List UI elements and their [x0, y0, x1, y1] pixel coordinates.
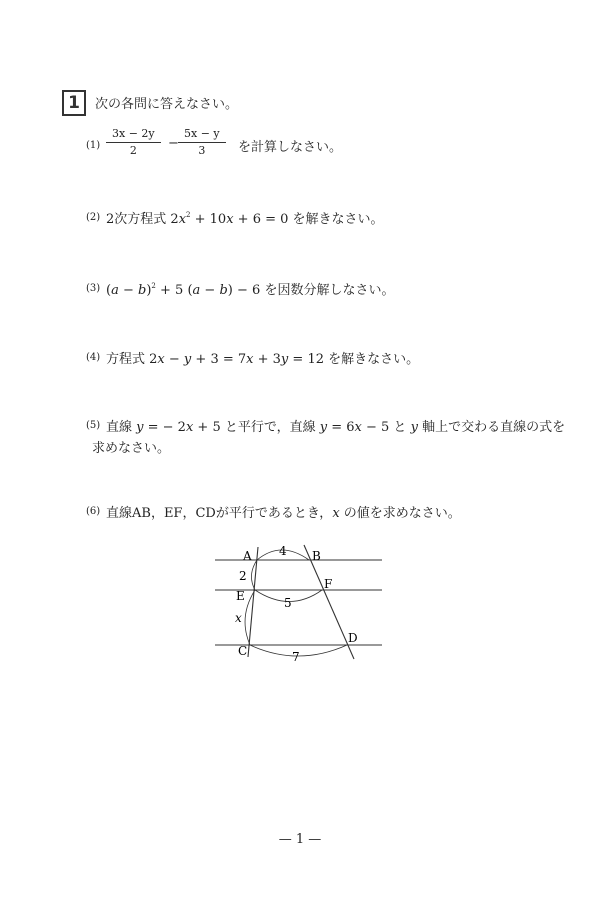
q2-text [106, 208, 384, 227]
q1-fraction-1 [106, 126, 161, 159]
q6-text [106, 502, 461, 521]
q1-frac2-denominator: 3 [198, 144, 206, 157]
page-number: — 1 — [278, 832, 322, 847]
q2-mid: + 10 [190, 212, 227, 227]
problem-instruction: 次の各問に答えなさい。 [95, 97, 239, 112]
q1-frac1-numerator: 3x − 2y [106, 126, 161, 143]
length-ef-label: 5 [284, 596, 292, 610]
q3-text: $(a - b)^2 + 5$ (a − b) − 6 を因数分解しなさい。 [106, 282, 395, 298]
length-cd-label: 7 [292, 650, 300, 664]
q1-frac2-numerator: 5x − y [178, 126, 226, 143]
q5-label: (5) [86, 420, 101, 431]
parallel-lines-diagram [200, 535, 400, 670]
length-ab-label: 4 [279, 544, 287, 558]
problem-number-box: 1 [62, 90, 86, 116]
q4-instruction: を解きなさい。 [328, 352, 420, 367]
length-ec-label: x [235, 611, 242, 625]
point-d-label: D [348, 631, 358, 645]
q5-line2: 求めなさい。 [92, 441, 171, 456]
q1-label: (1) [86, 140, 101, 151]
point-b-label: B [312, 549, 321, 563]
q6-text-1: 直線AB，EF，CDが平行であるとき， [106, 506, 333, 521]
q4-label: (4) [86, 352, 101, 363]
q2-exponent: 2 [186, 211, 191, 219]
length-ae-label: 2 [239, 569, 247, 583]
q2-var-x-2: x [226, 212, 234, 227]
q2-var-x: x [178, 212, 187, 227]
q3-instruction: を因数分解しなさい。 [264, 283, 395, 298]
q6-var: x [332, 506, 340, 521]
point-f-label: F [324, 577, 333, 591]
point-a-label: A [243, 549, 252, 563]
q6-text-2: の値を求めなさい。 [339, 506, 461, 521]
q1-minus: − [168, 136, 179, 151]
q3-label: (3) [86, 283, 101, 294]
q4-text: 方程式 2x − y + 3 = 7x + 3y = 12 を解きなさい。 [106, 352, 420, 367]
q2-tail: + 6 = 0 を解きなさい。 [233, 212, 384, 227]
q1-frac1-denominator: 2 [129, 144, 137, 157]
q1-fraction-2 [178, 126, 226, 159]
q2-lead: 2次方程式 2 [106, 212, 179, 227]
q1-instruction: を計算しなさい。 [238, 140, 343, 155]
q2-label: (2) [86, 212, 101, 223]
transversal-ac [248, 547, 258, 657]
point-e-label: E [236, 589, 245, 603]
q5-line1: 直線 y = − 2x + 5 と平行で，直線 y = 6x − 5 と y 軸上で交わる直線の式を [106, 420, 566, 435]
q6-label: (6) [86, 506, 101, 517]
point-c-label: C [238, 644, 248, 658]
